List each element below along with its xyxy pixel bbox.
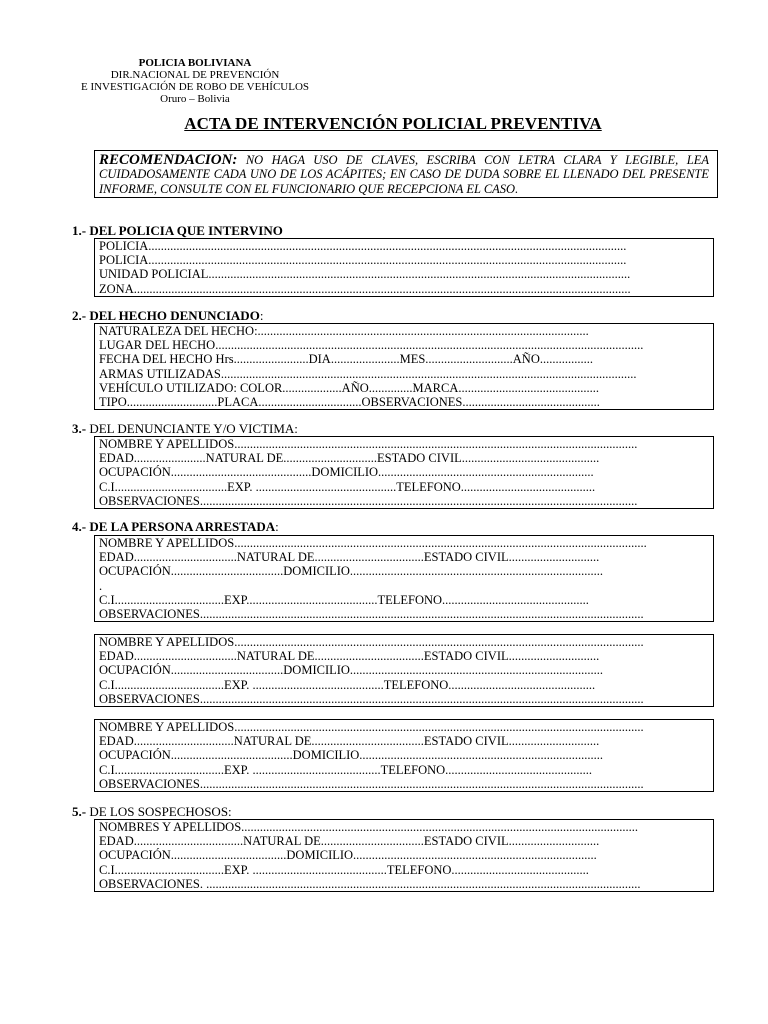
section-3-number: 3.- (72, 421, 87, 436)
field-zona[interactable]: ZONA............................................................................................................................................................... (99, 281, 631, 296)
arrested-person-2-box (94, 634, 714, 707)
field-ci[interactable]: C.I...................................EXP. ...........................................TELEFONO............................................ (99, 862, 589, 877)
recommendation-label: RECOMENDACION: (99, 152, 238, 168)
field-vehiculo-utilizado[interactable]: VEHÍCULO UTILIZADO: COLOR...................AÑO..............MARCA............................................. (99, 380, 599, 395)
section-5-title: DE LOS SOSPECHOSOS: (86, 804, 232, 819)
field-armas-utilizadas[interactable]: ARMAS UTILIZADAS..................................................................................................................................... (99, 366, 637, 381)
section-2-suffix: : (259, 308, 264, 323)
field-observaciones[interactable]: OBSERVACIONES. ........................................................................................................................................... (99, 876, 641, 891)
field-naturaleza-hecho[interactable]: NATURALEZA DEL HECHO:.......................................................................................................... (99, 324, 589, 338)
field-ocupacion[interactable]: OCUPACIÓN.......................................DOMICILIO.............................................................................. (99, 748, 604, 763)
header-department: E INVESTIGACIÓN DE ROBO DE VEHÍCULOS (80, 81, 310, 93)
field-ocupacion[interactable]: OCUPACIÓN....................................DOMICILIO................................................................................. (99, 663, 604, 678)
section-1-heading (72, 223, 283, 239)
field-ci[interactable]: C.I...................................EXP. ..........................................TELEFONO............................................... (99, 677, 596, 692)
section-1-number: 1.- (72, 223, 87, 238)
section-2-box (94, 323, 714, 410)
field-tipo-placa[interactable]: TIPO.............................PLACA.................................OBSERVACIONES............................................ (99, 395, 600, 410)
field-edad[interactable]: EDAD................................NATURAL DE....................................ESTADO CIVIL............................. (99, 734, 600, 749)
field-nombre-apellidos[interactable]: NOMBRE Y APELLIDOS................................................................................................................................... (99, 720, 644, 734)
header-direction: DIR.NACIONAL DE PREVENCIÓN (110, 69, 280, 81)
field-nombre-apellidos[interactable]: NOMBRE Y APELLIDOS.................................................................................................................................... (99, 536, 647, 550)
field-observaciones[interactable]: OBSERVACIONES.............................................................................................................................................. (99, 607, 644, 622)
section-5-box (94, 819, 714, 892)
section-2-number: 2.- (72, 308, 87, 323)
field-edad[interactable]: EDAD.................................NATURAL DE...................................ESTADO CIVIL............................. (99, 550, 600, 565)
section-1-box (94, 238, 714, 297)
field-ci[interactable]: C.I...................................EXP..........................................TELEFONO............................................... (99, 592, 589, 607)
recommendation-text: NO HAGA USO DE CLAVES, ESCRIBA CON LETRA CLARA Y LEGIBLE, LEA CUIDADOSAMENTE CADA UNO DE LOS ACÁPITES; EN CASO DE DUDA SOBRE EL LLENADO DEL PRESENTE INFORME, CONSULTE CON EL FUNCIONARIO QUE RECEPCIONA EL CASO. (99, 153, 709, 196)
header-institution: POLICIA BOLIVIANA (138, 57, 252, 69)
page-title: ACTA DE INTERVENCIÓN POLICIAL PREVENTIVA (184, 114, 602, 133)
field-policia-1[interactable]: POLICIA......................................................................................................................................................... (99, 239, 627, 253)
field-nombre-apellidos[interactable]: NOMBRE Y APELLIDOS................................................................................................................................. (99, 437, 638, 451)
header-location: Oruro – Bolivia (160, 93, 230, 105)
field-ci[interactable]: C.I...................................EXP. .........................................TELEFONO............................................... (99, 762, 593, 777)
field-observaciones[interactable]: OBSERVACIONES.............................................................................................................................................. (99, 776, 644, 791)
field-nombre-apellidos[interactable]: NOMBRE Y APELLIDOS................................................................................................................................... (99, 635, 644, 649)
section-1-title: DEL POLICIA QUE INTERVINO (86, 223, 283, 238)
field-ocupacion[interactable]: OCUPACIÓN.....................................DOMICILIO.............................................................................. (99, 848, 597, 863)
section-3-heading (72, 421, 298, 437)
field-ci[interactable]: C.I....................................EXP. .............................................TELEFONO........................................... (99, 479, 596, 494)
section-3-box (94, 436, 714, 509)
field-edad[interactable]: EDAD...................................NATURAL DE.................................ESTADO CIVIL............................. (99, 834, 600, 849)
section-4-title: DE LA PERSONA ARRESTADA (86, 519, 276, 534)
section-5-heading (72, 804, 232, 820)
section-2-heading (72, 308, 263, 324)
field-observaciones[interactable]: OBSERVACIONES............................................................................................................................................ (99, 493, 638, 508)
arrested-person-3-box (94, 719, 714, 792)
field-ocupacion[interactable]: OCUPACIÓN....................................DOMICILIO................................................................................. (99, 564, 604, 579)
section-4-suffix: : (275, 519, 279, 534)
field-ocupacion[interactable]: OCUPACIÓN.............................................DOMICILIO..................................................................... (99, 465, 594, 480)
recommendation-box (94, 150, 718, 198)
field-nombres-apellidos[interactable]: NOMBRES Y APELLIDOS............................................................................................................................... (99, 820, 639, 834)
field-edad[interactable]: EDAD.................................NATURAL DE...................................ESTADO CIVIL............................. (99, 649, 600, 664)
section-4-number: 4.- (72, 519, 87, 534)
field-fecha-hecho[interactable]: FECHA DEL HECHO Hrs........................DIA......................MES............................AÑO................. (99, 352, 593, 367)
field-lugar-hecho[interactable]: LUGAR DEL HECHO......................................................................................................................................... (99, 338, 644, 353)
field-continuation[interactable]: . (99, 578, 103, 593)
section-4-heading (72, 519, 279, 535)
document-header (60, 57, 330, 105)
arrested-person-1-box (94, 535, 714, 622)
section-2-title: DEL HECHO DENUNCIADO (86, 308, 260, 323)
field-edad[interactable]: EDAD.......................NATURAL DE..............................ESTADO CIVIL............................................ (99, 451, 600, 466)
field-observaciones[interactable]: OBSERVACIONES.............................................................................................................................................. (99, 691, 644, 706)
section-3-title: DEL DENUNCIANTE Y/O VICTIMA: (86, 421, 298, 436)
field-unidad-policial[interactable]: UNIDAD POLICIAL....................................................................................................................................... (99, 267, 631, 282)
section-5-number: 5.- (72, 804, 87, 819)
field-policia-2[interactable]: POLICIA......................................................................................................................................................... (99, 253, 627, 268)
